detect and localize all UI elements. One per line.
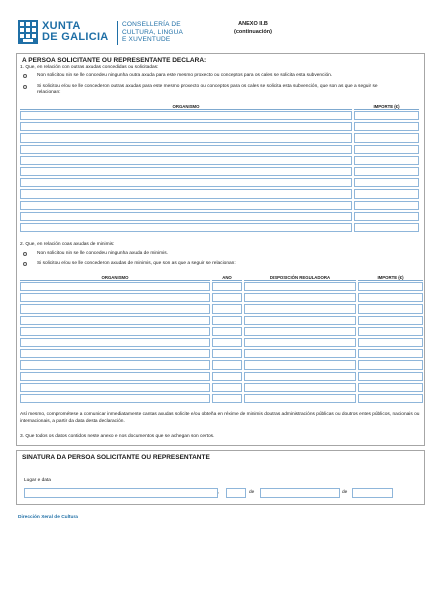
de-minimis-table-header: [20, 275, 423, 281]
de-minimis-table-cell-input[interactable]: [244, 327, 356, 336]
de-minimis-table-cell-input[interactable]: [244, 360, 356, 369]
de-minimis-table-cell-input[interactable]: [212, 360, 242, 369]
aids-table-row: [20, 122, 419, 131]
de-minimis-table-row: [20, 316, 423, 325]
de-minimis-table-cell-input[interactable]: [212, 293, 242, 302]
de-minimis-table-cell-input[interactable]: [244, 383, 356, 392]
aids-table-cell-input[interactable]: [20, 178, 352, 187]
aids-table-header: [20, 104, 419, 110]
aids-table-cell-input[interactable]: [354, 111, 419, 120]
de-minimis-table-cell-input[interactable]: [212, 316, 242, 325]
de-minimis-table-cell-input[interactable]: [244, 349, 356, 358]
q1-option-yes[interactable]: Si solicitou e/ou se lle concederon outras axudas para este mesmo proxecto ou conceptos para os cales se solicita esta subvención, que son as que a seguir se relacionan:: [23, 84, 397, 96]
aids-table-row: [20, 156, 419, 165]
radio-button[interactable]: [23, 262, 27, 266]
radio-button[interactable]: [23, 74, 27, 78]
de-minimis-table-cell-input[interactable]: [20, 327, 210, 336]
radio-button[interactable]: [23, 85, 27, 89]
signature-section: [16, 450, 425, 505]
column-header-organism: ORGANISMO: [20, 275, 210, 281]
de-minimis-table-cell-input[interactable]: [358, 383, 423, 392]
column-header-regulation: DISPOSICIÓN REGULADORA: [244, 275, 356, 281]
question-1: 1. Que, en relación con outras axudas concedidas ou solicitadas:: [20, 65, 159, 70]
de-minimis-table-row: [20, 349, 423, 358]
de-minimis-table: [20, 275, 423, 405]
aids-table-cell-input[interactable]: [20, 212, 352, 221]
de-minimis-table-row: [20, 282, 423, 291]
declaration-title: A PERSOA SOLICITANTE OU REPRESENTANTE DECLARA:: [22, 57, 207, 64]
aids-table-cell-input[interactable]: [20, 111, 352, 120]
de-minimis-table-row: [20, 304, 423, 313]
de-minimis-table-cell-input[interactable]: [244, 394, 356, 403]
aids-table-row: [20, 189, 419, 198]
aids-table-cell-input[interactable]: [354, 167, 419, 176]
aids-table-cell-input[interactable]: [354, 133, 419, 142]
de-minimis-table-cell-input[interactable]: [212, 349, 242, 358]
aids-table-row: [20, 201, 419, 210]
aids-table-cell-input[interactable]: [354, 145, 419, 154]
radio-button[interactable]: [23, 252, 27, 256]
de-minimis-table-cell-input[interactable]: [212, 304, 242, 313]
de-minimis-table-cell-input[interactable]: [20, 372, 210, 381]
de-minimis-table-row: [20, 360, 423, 369]
de-minimis-table-cell-input[interactable]: [212, 327, 242, 336]
de-minimis-table-cell-input[interactable]: [244, 372, 356, 381]
xunta-logo-icon: [18, 20, 38, 44]
aids-table-cell-input[interactable]: [354, 189, 419, 198]
aids-table-row: [20, 223, 419, 232]
de-minimis-table-cell-input[interactable]: [20, 349, 210, 358]
footer-department: Dirección Xeral de Cultura: [18, 515, 78, 520]
aids-table-cell-input[interactable]: [354, 223, 419, 232]
question-2: 2. Que, en relación coas axudas de minimis:: [20, 242, 115, 247]
month-input[interactable]: [260, 488, 340, 498]
day-input[interactable]: [226, 488, 246, 498]
de-minimis-table-cell-input[interactable]: [358, 394, 423, 403]
aids-table-row: [20, 178, 419, 187]
page-header: [18, 20, 423, 48]
q2-option-no[interactable]: Non solicitou nin se lle concedeu ningunha axuda de minimis.: [23, 251, 397, 257]
aids-table-row: [20, 167, 419, 176]
de-minimis-table-cell-input[interactable]: [358, 372, 423, 381]
de-minimis-table-cell-input[interactable]: [212, 282, 242, 291]
de-minimis-table-cell-input[interactable]: [212, 372, 242, 381]
column-header-amount: IMPORTE (€): [358, 275, 423, 281]
place-input[interactable]: [24, 488, 218, 498]
aids-table-cell-input[interactable]: [20, 156, 352, 165]
column-header-organism: ORGANISMO: [20, 104, 352, 110]
de-minimis-table-cell-input[interactable]: [20, 282, 210, 291]
aids-table-row: [20, 133, 419, 142]
de-minimis-table-cell-input[interactable]: [358, 316, 423, 325]
de-minimis-table-cell-input[interactable]: [244, 293, 356, 302]
de-minimis-table-row: [20, 338, 423, 347]
de-minimis-table-cell-input[interactable]: [20, 360, 210, 369]
de-minimis-table-cell-input[interactable]: [20, 316, 210, 325]
department-name: CONSELLERÍA DE CULTURA, LINGUA E XUVENTUDE: [122, 21, 184, 43]
place-date-label: Lugar e data: [24, 478, 51, 483]
de-minimis-table-cell-input[interactable]: [212, 394, 242, 403]
aids-table-cell-input[interactable]: [20, 167, 352, 176]
aids-table-cell-input[interactable]: [354, 122, 419, 131]
aids-table-cell-input[interactable]: [20, 133, 352, 142]
de-minimis-table-row: [20, 293, 423, 302]
aids-table-cell-input[interactable]: [20, 201, 352, 210]
de-minimis-table-cell-input[interactable]: [358, 338, 423, 347]
aids-table-cell-input[interactable]: [20, 223, 352, 232]
aids-table: [20, 104, 419, 234]
de-minimis-table-cell-input[interactable]: [358, 282, 423, 291]
de-minimis-table-cell-input[interactable]: [20, 293, 210, 302]
de-minimis-table-row: [20, 383, 423, 392]
aids-table-row: [20, 145, 419, 154]
aids-table-row: [20, 212, 419, 221]
question-3: 3. Que todos os datos contidos neste anexo e nos documentos que se achegan son certos.: [20, 434, 215, 439]
aids-table-cell-input[interactable]: [20, 145, 352, 154]
of-label: de: [342, 490, 348, 495]
de-minimis-table-cell-input[interactable]: [20, 394, 210, 403]
q2-option-yes[interactable]: Si solicitou e/ou se lle concederon axudas de minimis, que son as que a seguir se relacionan:: [23, 261, 397, 267]
org-name: XUNTA DE GALICIA: [42, 20, 109, 43]
aids-table-cell-input[interactable]: [20, 122, 352, 131]
de-minimis-table-cell-input[interactable]: [244, 338, 356, 347]
aids-table-cell-input[interactable]: [354, 178, 419, 187]
column-header-year: ANO: [212, 275, 242, 281]
de-minimis-table-cell-input[interactable]: [358, 304, 423, 313]
de-minimis-table-cell-input[interactable]: [358, 360, 423, 369]
comma-separator: ,: [218, 490, 220, 495]
year-input[interactable]: [352, 488, 393, 498]
aids-table-cell-input[interactable]: [354, 201, 419, 210]
de-minimis-table-cell-input[interactable]: [358, 327, 423, 336]
de-minimis-table-cell-input[interactable]: [358, 293, 423, 302]
commitment-text: Así mesmo, comprométese a comunicar inmediatamente cantas axudas solicite e/ou obteña en réxime de minimis doutras administracións públicas ou doutros entes públicos, nacionais ou internacionais, a partir da data desta declaración.: [20, 412, 420, 424]
aids-table-cell-input[interactable]: [20, 189, 352, 198]
aids-table-row: [20, 111, 419, 120]
q1-option-no[interactable]: Non solicitou nin se lle concedeu ningunha outra axuda para este mesmo proxecto ou conceptos para os cales se solicita esta subvención.: [23, 73, 397, 79]
de-minimis-table-cell-input[interactable]: [20, 304, 210, 313]
aids-table-cell-input[interactable]: [354, 156, 419, 165]
aids-table-cell-input[interactable]: [354, 212, 419, 221]
de-minimis-table-cell-input[interactable]: [212, 383, 242, 392]
de-minimis-table-cell-input[interactable]: [244, 304, 356, 313]
de-minimis-table-row: [20, 394, 423, 403]
de-minimis-table-cell-input[interactable]: [20, 338, 210, 347]
de-minimis-table-cell-input[interactable]: [244, 282, 356, 291]
logo-divider: [117, 21, 118, 45]
de-minimis-table-row: [20, 372, 423, 381]
de-minimis-table-cell-input[interactable]: [358, 349, 423, 358]
de-minimis-table-cell-input[interactable]: [20, 383, 210, 392]
column-header-amount: IMPORTE (€): [354, 104, 419, 110]
de-minimis-table-cell-input[interactable]: [212, 338, 242, 347]
of-label: de: [249, 490, 255, 495]
de-minimis-table-row: [20, 327, 423, 336]
de-minimis-table-cell-input[interactable]: [244, 316, 356, 325]
signature-title: SINATURA DA PERSOA SOLICITANTE OU REPRESENTANTE: [22, 454, 210, 461]
annex-title: ANEXO II.B (continuación): [234, 21, 272, 35]
declaration-section: [16, 53, 425, 446]
